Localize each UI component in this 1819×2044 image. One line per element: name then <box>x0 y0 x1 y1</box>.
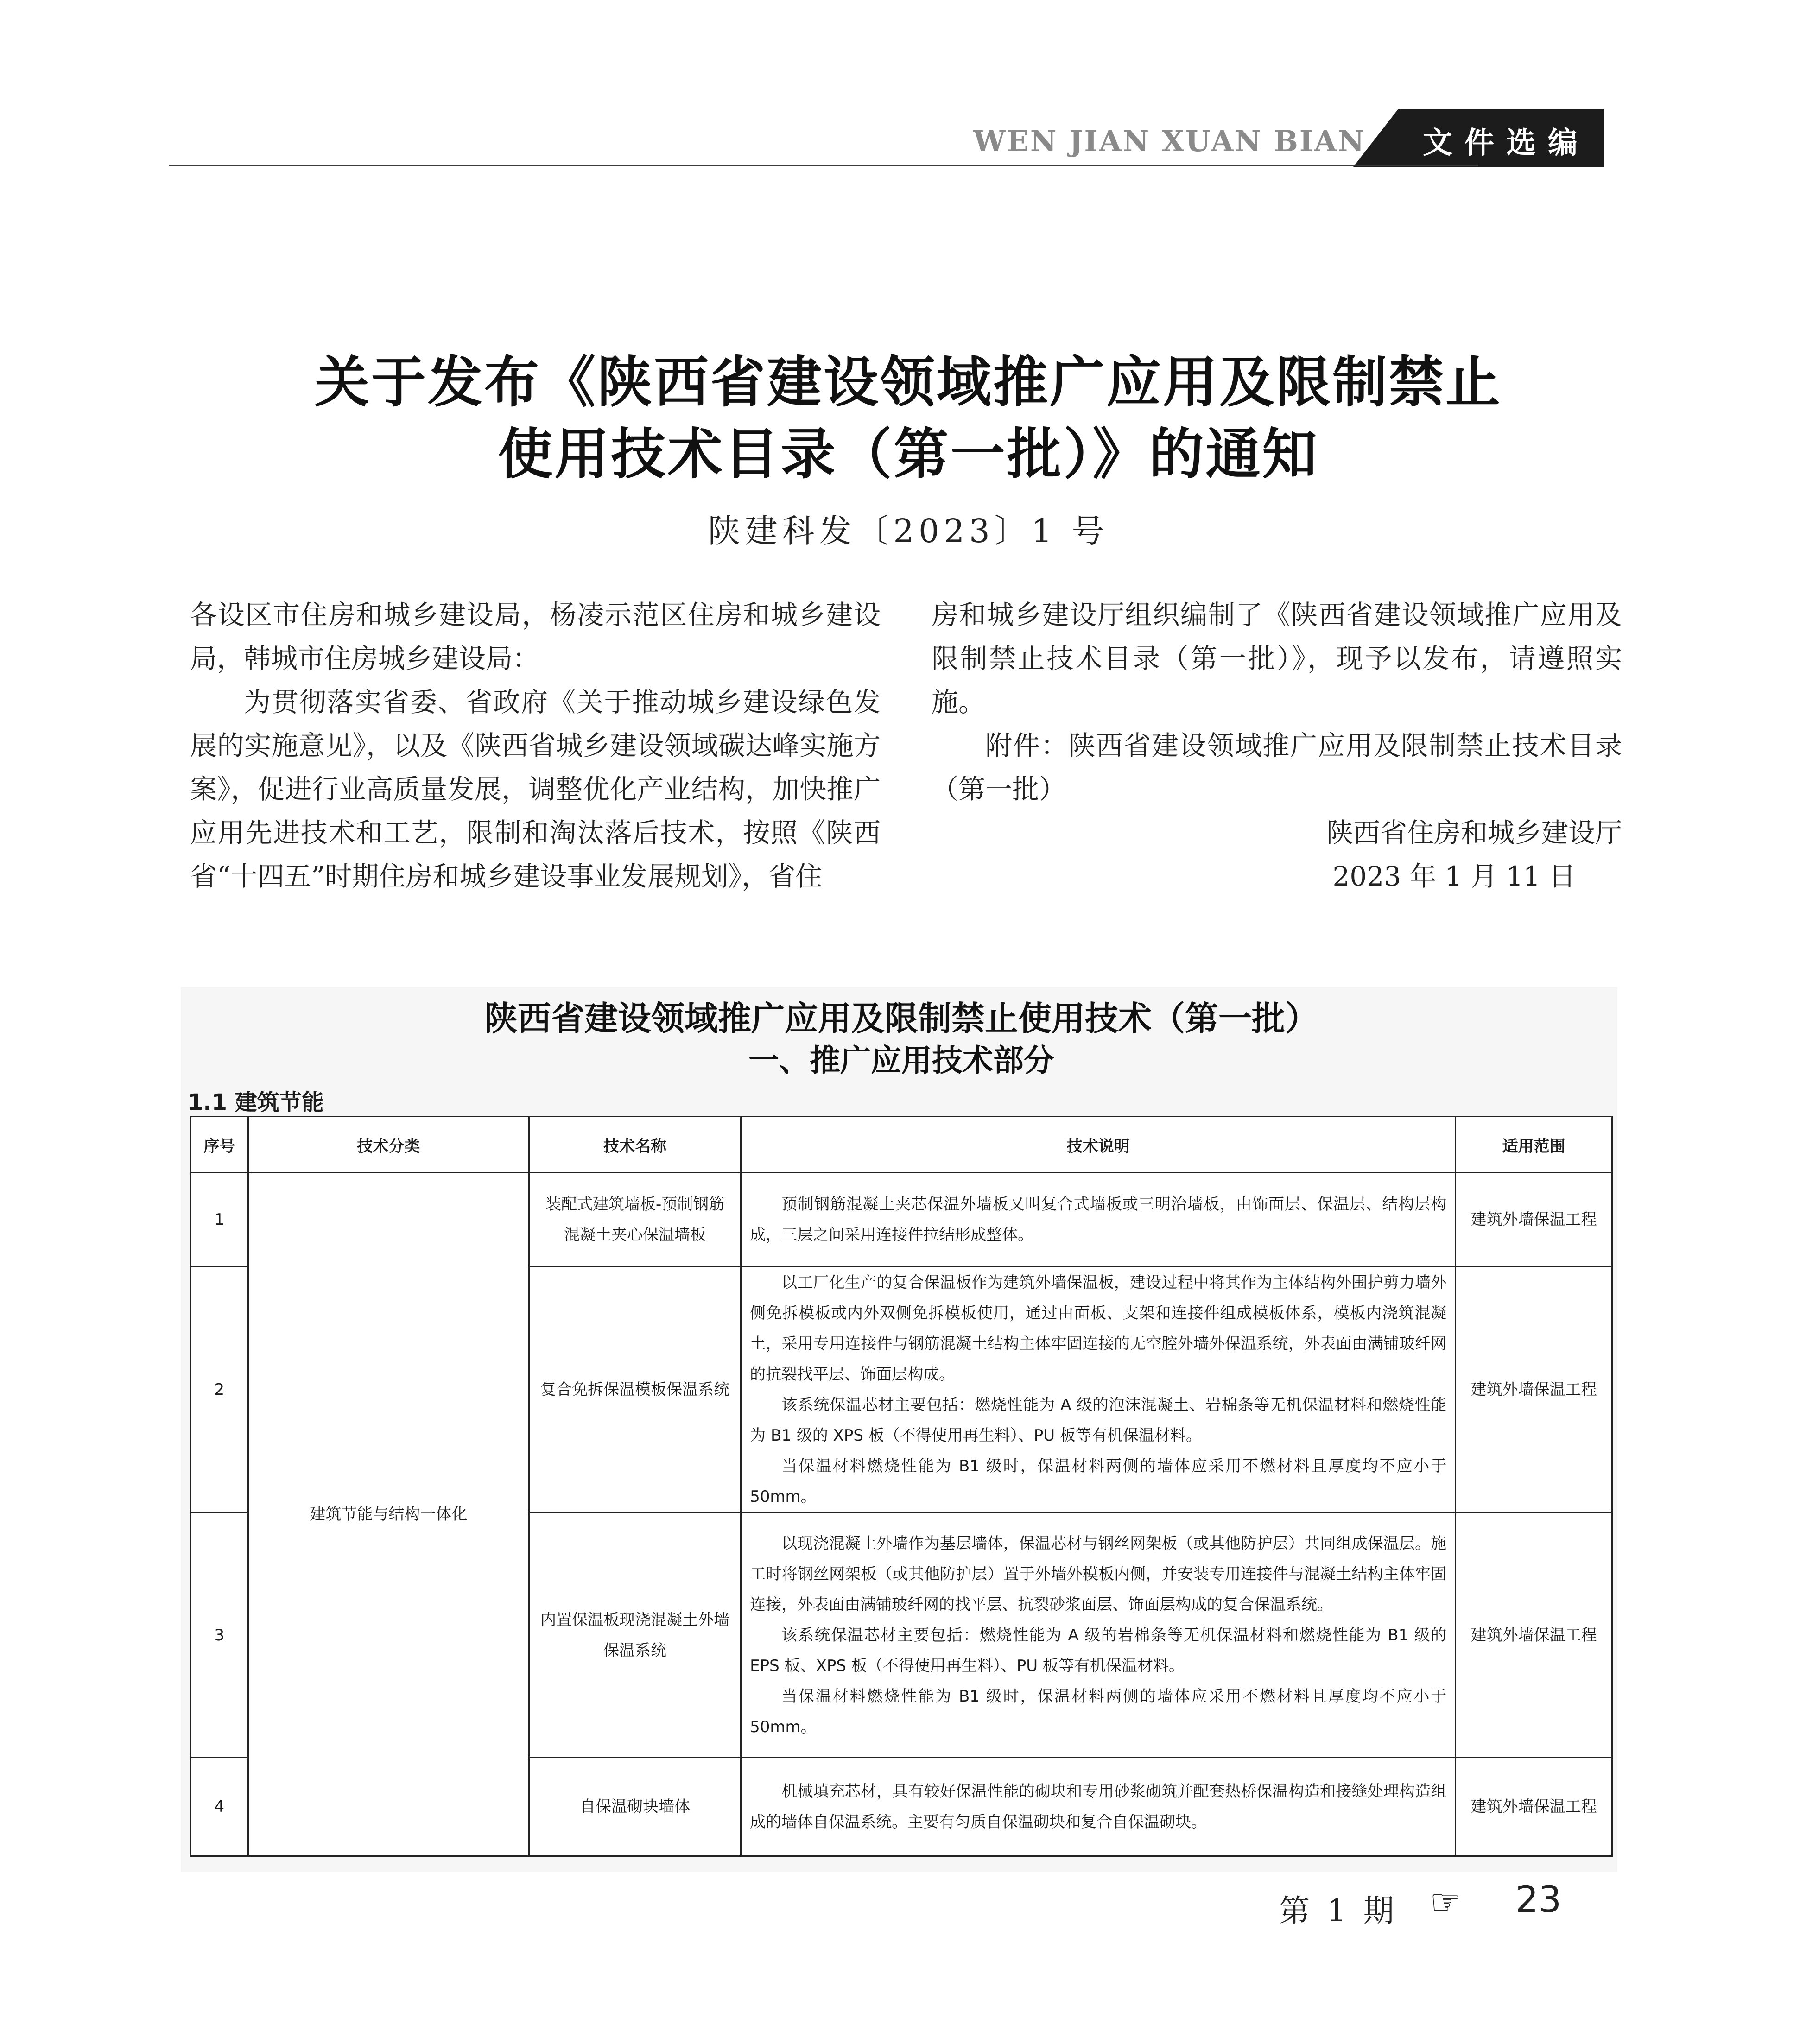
row-description <box>741 1267 1456 1513</box>
document-number: 陕建科发〔2023〕1 号 <box>708 512 1109 550</box>
article-title-line2: 使用技术目录（第一批）》的通知 <box>498 422 1319 486</box>
row-no: 4 <box>191 1758 248 1856</box>
technology-table <box>190 1116 1613 1857</box>
row-description <box>741 1173 1456 1267</box>
row-scope: 建筑外墙保温工程 <box>1456 1267 1612 1513</box>
appendix-subtitle: 一、推广应用技术部分 <box>748 1043 1054 1078</box>
row-name: 装配式建筑墙板-预制钢筋混凝土夹心保温墙板 <box>529 1173 741 1267</box>
description-paragraph: 当保温材料燃烧性能为 B1 级时，保温材料两侧的墙体应采用不燃材料且厚度均不应小于 50mm。 <box>750 1687 1447 1736</box>
row-scope: 建筑外墙保温工程 <box>1456 1758 1612 1856</box>
body-paragraph: 为贯彻落实省委、省政府《关于推动城乡建设绿色发展的实施意见》，以及《陕西省城乡建设领域碳达峰实施方案》，促进行业高质量发展，调整优化产业结构，加快推广应用先进技术和工艺，限制和淘汰落后技术，按照《陕西省“十四五”时期住房和城乡建设事业发展规划》，省住 <box>190 686 881 892</box>
page-number: 23 <box>1515 1879 1562 1921</box>
row-name: 复合免拆保温模板保温系统 <box>529 1267 741 1513</box>
description-paragraph: 以现浇混凝土外墙作为基层墙体，保温芯材与钢丝网架板（或其他防护层）共同组成保温层。施工时将钢丝网架板（或其他防护层）置于外墙外模板内侧，并安装专用连接件与混凝土结构主体牢固连接，外表面由满铺玻纤网的找平层、抗裂砂浆面层、饰面层构成的复合保温系统。 <box>750 1534 1447 1614</box>
row-scope: 建筑外墙保温工程 <box>1456 1513 1612 1758</box>
table-header-row <box>191 1117 1612 1173</box>
row-no: 2 <box>191 1267 248 1513</box>
signature: 陕西省住房和城乡建设厅 <box>1326 817 1622 848</box>
description-paragraph: 该系统保温芯材主要包括：燃烧性能为 A 级的岩棉条等无机保温材料和燃烧性能为 B1 级的 EPS 板、XPS 板（不得使用再生料）、PU 板等有机保温材料。 <box>750 1626 1447 1675</box>
header-pinyin: WEN JIAN XUAN BIAN <box>973 124 1366 158</box>
row-category: 建筑节能与结构一体化 <box>248 1173 529 1856</box>
header-description: 技术说明 <box>741 1117 1456 1173</box>
column-name: 文件选编 <box>1423 126 1590 160</box>
body-left-column <box>190 593 881 898</box>
row-no: 3 <box>191 1513 248 1758</box>
header-category: 技术分类 <box>248 1117 529 1173</box>
appendix-title: 陕西省建设领域推广应用及限制禁止使用技术（第一批） <box>484 999 1318 1038</box>
body-paragraph-continued: 房和城乡建设厅组织编制了《陕西省建设领域推广应用及限制禁止技术目录（第一批）》，现予以发布，请遵照实施。 <box>932 599 1622 718</box>
row-scope: 建筑外墙保温工程 <box>1456 1173 1612 1267</box>
row-name: 自保温砌块墙体 <box>529 1758 741 1856</box>
table-row <box>191 1173 1612 1267</box>
article-title-line1: 关于发布《陕西省建设领域推广应用及限制禁止 <box>314 350 1502 414</box>
row-description <box>741 1758 1456 1856</box>
header-no: 序号 <box>191 1117 248 1173</box>
row-no: 1 <box>191 1173 248 1267</box>
section-heading: 1.1 建筑节能 <box>188 1089 324 1115</box>
row-name: 内置保温板现浇混凝土外墙保温系统 <box>529 1513 741 1758</box>
description-paragraph: 机械填充芯材，具有较好保温性能的砌块和专用砂浆砌筑并配套热桥保温构造和接缝处理构造组成的墙体自保温系统。主要有匀质自保温砌块和复合自保温砌块。 <box>750 1782 1447 1831</box>
issue-date: 2023 年 1 月 11 日 <box>1332 861 1576 892</box>
description-paragraph: 该系统保温芯材主要包括：燃烧性能为 A 级的泡沫混凝土、岩棉条等无机保温材料和燃烧性能为 B1 级的 XPS 板（不得使用再生料）、PU 板等有机保温材料。 <box>750 1396 1447 1445</box>
description-paragraph: 预制钢筋混凝土夹芯保温外墙板又叫复合式墙板或三明治墙板，由饰面层、保温层、结构层构成，三层之间采用连接件拉结形成整体。 <box>750 1195 1447 1244</box>
row-description <box>741 1513 1456 1758</box>
salutation: 各设区市住房和城乡建设局，杨凌示范区住房和城乡建设局，韩城市住房城乡建设局： <box>190 599 881 674</box>
header-scope: 适用范围 <box>1456 1117 1612 1173</box>
pointing-hand-icon: ☞ <box>1430 1881 1462 1923</box>
body-right-column <box>932 593 1622 898</box>
header-rule <box>169 165 1478 166</box>
description-paragraph: 以工厂化生产的复合保温板作为建筑外墙保温板，建设过程中将其作为主体结构外围护剪力墙外侧免拆模板或内外双侧免拆模板使用，通过由面板、支架和连接件组成模板体系，模板内浇筑混凝土，采用专用连接件与钢筋混凝土结构主体牢固连接的无空腔外墙外保温系统，外表面由满铺玻纤网的抗裂找平层、饰面层构成。 <box>750 1273 1447 1384</box>
issue-label: 第 1 期 <box>1279 1893 1398 1929</box>
header-name: 技术名称 <box>529 1117 741 1173</box>
attachment-note: 附件：陕西省建设领域推广应用及限制禁止技术目录（第一批） <box>932 730 1622 805</box>
column-badge <box>1353 109 1604 167</box>
description-paragraph: 当保温材料燃烧性能为 B1 级时，保温材料两侧的墙体应采用不燃材料且厚度均不应小于 50mm。 <box>750 1457 1447 1506</box>
